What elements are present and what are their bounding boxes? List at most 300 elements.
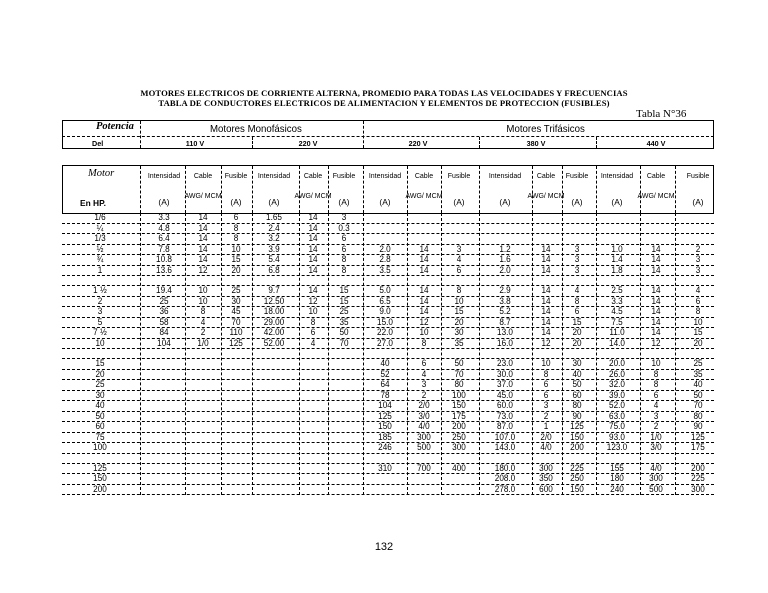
column-unit: AWG/ MCM [527, 193, 565, 200]
value-cell: 600 [539, 483, 553, 495]
value-cell: 143.0 [494, 442, 516, 453]
value-cell: 16.0 [497, 337, 513, 349]
column-unit: (A) [230, 197, 242, 207]
value-cell: 107.0 [494, 431, 516, 443]
value-cell: 10 [308, 306, 318, 317]
value-cell: 6 [653, 389, 659, 401]
value-cell: 2/0 [418, 400, 430, 411]
column-name: Fusible [332, 173, 356, 180]
value-cell: 52.00 [263, 337, 285, 349]
header-column-separator [675, 166, 676, 213]
header-column-separator [441, 166, 442, 213]
value-cell: 8 [574, 295, 580, 307]
value-cell: 110 [229, 327, 243, 338]
value-cell: 30 [231, 295, 241, 307]
body-column-separator [328, 213, 329, 495]
column-unit: (A) [158, 197, 170, 207]
value-cell: 3 [543, 400, 549, 411]
data-table [62, 213, 714, 495]
value-cell: 14 [651, 285, 661, 296]
value-cell: 175 [452, 410, 466, 422]
column-unit: (A) [338, 197, 350, 207]
value-cell: 6 [543, 389, 549, 401]
body-column-separator [562, 213, 563, 495]
value-cell: 4 [310, 337, 316, 349]
table-row [62, 266, 714, 277]
value-cell: 64 [380, 379, 390, 390]
value-cell: 14 [651, 264, 661, 276]
value-cell: 14 [419, 254, 429, 265]
value-cell: 10 [198, 295, 208, 307]
value-cell: 8 [341, 254, 347, 265]
value-cell: 2.0 [499, 264, 511, 276]
value-cell: 4/0 [650, 462, 662, 474]
value-cell: 27.0 [377, 337, 393, 349]
value-cell: 8 [233, 233, 239, 244]
value-cell: 80 [693, 410, 703, 422]
hp-cell: 100 [93, 442, 107, 453]
value-cell: 93.0 [609, 431, 625, 443]
value-cell: 63.0 [609, 410, 625, 422]
value-cell: 15 [572, 316, 582, 328]
value-cell: 40 [693, 379, 703, 390]
value-cell: 3 [695, 254, 701, 265]
body-column-separator [221, 213, 222, 495]
value-cell: 90 [693, 421, 703, 432]
value-cell: 60.0 [497, 400, 513, 411]
hp-cell: ¾ [96, 254, 104, 265]
hp-cell: ¼ [96, 222, 104, 234]
value-cell: 310 [378, 462, 392, 474]
value-cell: 180.0 [494, 462, 516, 474]
value-cell: 6.5 [379, 295, 391, 307]
value-cell: 10.8 [156, 254, 172, 265]
value-cell: 14 [198, 254, 208, 265]
value-cell: 6 [543, 379, 549, 390]
table-row [62, 339, 714, 350]
value-cell: 3/0 [418, 410, 430, 422]
value-cell: 180 [610, 473, 624, 484]
voltage-220-mono: 220 V [298, 139, 318, 148]
value-cell: 14 [541, 306, 551, 317]
title-line-2: TABLA DE CONDUCTORES ELECTRICOS DE ALIMENTACION Y ELEMENTOS DE PROTECCION (FUSIBLES) [158, 98, 610, 108]
value-cell: 78 [380, 389, 390, 401]
value-cell: 10 [231, 243, 241, 255]
hp-cell: 1/3 [94, 233, 106, 244]
hp-cell: 20 [95, 368, 105, 380]
value-cell: 2 [421, 389, 427, 401]
value-cell: 20 [454, 316, 464, 328]
value-cell: 200 [570, 442, 584, 453]
column-name: Intensidad [147, 173, 181, 180]
table-row [62, 485, 714, 496]
body-column-separator [299, 213, 300, 495]
header-divider [62, 136, 714, 137]
header-column-separator [140, 166, 141, 213]
tri-header: Motores Trifásicos [506, 123, 585, 135]
column-unit: (A) [611, 197, 623, 207]
value-cell: 100 [452, 389, 466, 401]
value-cell: 12 [308, 295, 318, 307]
value-cell: 125 [229, 337, 243, 349]
value-cell: 12 [651, 337, 661, 349]
value-cell: 14 [541, 264, 551, 276]
column-name: Fusible [686, 173, 710, 180]
del-label: Del [92, 139, 104, 148]
value-cell: 20 [693, 337, 703, 349]
value-cell: 2/0 [540, 431, 552, 443]
value-cell: 42.00 [263, 327, 285, 338]
value-cell: 1/0 [197, 337, 209, 349]
value-cell: 2.8 [379, 254, 391, 265]
column-unit: (A) [268, 197, 280, 207]
value-cell: 3 [695, 264, 701, 276]
value-cell: 15 [339, 285, 349, 296]
value-cell: 3 [574, 264, 580, 276]
value-cell: 250 [570, 473, 584, 484]
value-cell: 36 [159, 306, 169, 317]
column-name: Fusible [565, 173, 589, 180]
value-cell: 14 [308, 243, 318, 255]
value-cell: 4 [421, 368, 427, 380]
value-cell: 125 [378, 410, 392, 422]
value-cell: 26.0 [609, 368, 625, 380]
value-cell: 14 [198, 243, 208, 255]
value-cell: 8.7 [499, 316, 511, 328]
value-cell: 90 [572, 410, 582, 422]
hp-cell: 150 [93, 473, 107, 484]
column-name: Cable [646, 173, 666, 180]
value-cell: 12 [541, 337, 551, 349]
value-cell: 25 [693, 358, 703, 369]
header-column-separator [252, 166, 253, 213]
hp-cell: 60 [95, 421, 105, 432]
value-cell: 300 [452, 442, 466, 453]
value-cell: 25 [339, 306, 349, 317]
value-cell: 29.00 [263, 316, 285, 328]
hp-cell: 200 [93, 483, 107, 495]
value-cell: 14 [541, 285, 551, 296]
column-name: Fusible [224, 173, 248, 180]
header-column-separator [185, 166, 186, 213]
value-cell: 4/0 [540, 442, 552, 453]
value-cell: 2.0 [379, 243, 391, 255]
hp-cell: 2 [97, 295, 103, 307]
value-cell: 6 [310, 327, 316, 338]
value-cell: 14 [651, 254, 661, 265]
value-cell: 32.0 [609, 379, 625, 390]
value-cell: 9.7 [268, 285, 280, 296]
value-cell: 14 [651, 295, 661, 307]
value-cell: 15 [339, 295, 349, 307]
value-cell: 400 [452, 462, 466, 474]
value-cell: 12 [419, 316, 429, 328]
hp-cell: 1 ½ [93, 285, 107, 296]
value-cell: 150 [570, 483, 584, 495]
header-vline [252, 137, 253, 148]
hp-cell: 40 [95, 400, 105, 411]
value-cell: 3.3 [611, 295, 623, 307]
value-cell: 23.0 [497, 358, 513, 369]
column-unit: (A) [571, 197, 583, 207]
hp-cell: 3 [97, 306, 103, 317]
value-cell: 84 [159, 327, 169, 338]
header-column-separator [407, 166, 408, 213]
value-cell: 1.8 [611, 264, 623, 276]
value-cell: 6 [574, 306, 580, 317]
hp-cell: ½ [96, 243, 104, 255]
value-cell: 175 [691, 442, 705, 453]
value-cell: 14 [198, 222, 208, 234]
value-cell: 9.0 [379, 306, 391, 317]
voltage-440: 440 V [646, 139, 666, 148]
value-cell: 1/0 [650, 431, 662, 443]
value-cell: 14 [419, 306, 429, 317]
value-cell: 25 [231, 285, 241, 296]
value-cell: 14 [541, 243, 551, 255]
header-column-separator [221, 166, 222, 213]
value-cell: 20 [572, 327, 582, 338]
hp-cell: 125 [93, 462, 107, 474]
potencia-label: Potencia [96, 121, 134, 132]
value-cell: 52.0 [609, 400, 625, 411]
value-cell: 1.2 [499, 243, 511, 255]
value-cell: 15.0 [377, 316, 393, 328]
value-cell: 1.0 [611, 243, 623, 255]
header-vline [596, 137, 597, 148]
column-unit: (A) [499, 197, 511, 207]
value-cell: 50 [454, 358, 464, 369]
value-cell: 0.3 [338, 222, 350, 234]
value-cell: 80 [572, 400, 582, 411]
value-cell: 2 [543, 410, 549, 422]
value-cell: 123.0 [606, 442, 628, 453]
value-cell: 200 [691, 462, 705, 474]
value-cell: 4 [695, 285, 701, 296]
column-name: Intensidad [488, 173, 522, 180]
value-cell: 5.0 [379, 285, 391, 296]
body-column-separator [363, 213, 364, 495]
value-cell: 200 [452, 421, 466, 432]
value-cell: 6 [341, 243, 347, 255]
value-cell: 14 [541, 316, 551, 328]
value-cell: 14 [419, 285, 429, 296]
value-cell: 8 [695, 306, 701, 317]
value-cell: 104 [378, 400, 392, 411]
value-cell: 39.0 [609, 389, 625, 401]
value-cell: 14 [541, 295, 551, 307]
body-column-separator [407, 213, 408, 495]
value-cell: 75.0 [609, 421, 625, 432]
value-cell: 4 [200, 316, 206, 328]
value-cell: 246 [378, 442, 392, 453]
value-cell: 6 [233, 212, 239, 223]
value-cell: 500 [649, 483, 663, 495]
column-name: Intensidad [600, 173, 634, 180]
value-cell: 14 [308, 254, 318, 265]
body-column-separator [675, 213, 676, 495]
column-name: Cable [303, 173, 323, 180]
value-cell: 3.2 [268, 233, 280, 244]
value-cell: 10 [651, 358, 661, 369]
value-cell: 8 [543, 368, 549, 380]
value-cell: 8 [653, 368, 659, 380]
value-cell: 10 [419, 327, 429, 338]
value-cell: 19.4 [156, 285, 172, 296]
motor-label: Motor [88, 168, 115, 179]
value-cell: 14 [308, 222, 318, 234]
value-cell: 3 [574, 254, 580, 265]
hp-cell: 50 [95, 410, 105, 422]
voltage-380: 380 V [526, 139, 546, 148]
header-column-separator [640, 166, 641, 213]
header-column-separator [363, 166, 364, 213]
value-cell: 22.0 [377, 327, 393, 338]
value-cell: 35 [454, 337, 464, 349]
header-vline [479, 137, 480, 148]
value-cell: 4/0 [418, 421, 430, 432]
value-cell: 4.8 [158, 222, 170, 234]
hp-cell: 5 [97, 316, 103, 328]
value-cell: 50 [693, 389, 703, 401]
value-cell: 60 [572, 389, 582, 401]
header-column-separator [562, 166, 563, 213]
value-cell: 15 [454, 306, 464, 317]
value-cell: 150 [378, 421, 392, 432]
value-cell: 80 [454, 379, 464, 390]
value-cell: 1.4 [611, 254, 623, 265]
value-cell: 14 [198, 212, 208, 223]
value-cell: 6.8 [268, 264, 280, 276]
value-cell: 14 [419, 264, 429, 276]
value-cell: 2 [653, 421, 659, 432]
value-cell: 14 [651, 327, 661, 338]
column-unit: AWG/ MCM [405, 193, 443, 200]
value-cell: 225 [570, 462, 584, 474]
value-cell: 225 [691, 473, 705, 484]
value-cell: 6 [456, 264, 462, 276]
value-cell: 8 [233, 222, 239, 234]
value-cell: 7.5 [611, 316, 623, 328]
header-vline [363, 121, 364, 148]
value-cell: 3/0 [650, 442, 662, 453]
value-cell: 250 [452, 431, 466, 443]
title-line-1: MOTORES ELECTRICOS DE CORRIENTE ALTERNA, PROMEDIO PARA TODAS LAS VELOCIDADES Y FRECUENCIAS [140, 88, 628, 98]
value-cell: 14 [541, 327, 551, 338]
value-cell: 14 [541, 254, 551, 265]
value-cell: 5.4 [268, 254, 280, 265]
header-column-separator [299, 166, 300, 213]
value-cell: 70 [454, 368, 464, 380]
value-cell: 50 [339, 327, 349, 338]
value-cell: 500 [417, 442, 431, 453]
value-cell: 73.0 [497, 410, 513, 422]
header-column-separator [479, 166, 480, 213]
value-cell: 25 [159, 295, 169, 307]
column-unit: AWG/ MCM [294, 193, 332, 200]
page-number: 132 [374, 541, 394, 553]
column-unit: (A) [453, 197, 465, 207]
value-cell: 700 [417, 462, 431, 474]
table-row [62, 443, 714, 454]
value-cell: 14 [419, 243, 429, 255]
value-cell: 3 [421, 379, 427, 390]
hp-cell: 1/6 [94, 212, 106, 223]
value-cell: 8 [200, 306, 206, 317]
mono-header: Motores Monofásicos [209, 123, 302, 135]
value-cell: 12 [198, 264, 208, 276]
value-cell: 2.4 [268, 222, 280, 234]
body-column-separator [640, 213, 641, 495]
body-column-separator [441, 213, 442, 495]
value-cell: 50 [572, 379, 582, 390]
column-name: Cable [414, 173, 434, 180]
value-cell: 1.65 [266, 212, 282, 223]
column-unit: AWG/ MCM [184, 193, 222, 200]
body-column-separator [596, 213, 597, 495]
value-cell: 2 [200, 327, 206, 338]
value-cell: 11.0 [609, 327, 625, 338]
hp-cell: 1 [97, 264, 103, 276]
column-unit: AWG/ MCM [637, 193, 675, 200]
en-hp-label: En HP. [80, 198, 106, 208]
value-cell: 6 [421, 358, 427, 369]
value-cell: 14 [651, 243, 661, 255]
value-cell: 2.5 [611, 285, 623, 296]
value-cell: 3.9 [268, 243, 280, 255]
value-cell: 14 [651, 316, 661, 328]
value-cell: 14 [308, 285, 318, 296]
value-cell: 4 [653, 400, 659, 411]
value-cell: 208.0 [494, 473, 516, 484]
value-cell: 35 [339, 316, 349, 328]
value-cell: 8 [341, 264, 347, 276]
value-cell: 14 [198, 233, 208, 244]
value-cell: 3 [574, 243, 580, 255]
value-cell: 15 [231, 254, 241, 265]
column-name: Fusible [447, 173, 471, 180]
value-cell: 6.4 [158, 233, 170, 244]
value-cell: 104 [157, 337, 171, 349]
value-cell: 300 [649, 473, 663, 484]
value-cell: 1 [543, 421, 549, 432]
value-cell: 350 [539, 473, 553, 484]
value-cell: 30 [454, 327, 464, 338]
value-cell: 14.0 [609, 337, 625, 349]
voltage-110: 110 V [185, 139, 205, 148]
value-cell: 8 [310, 316, 316, 328]
column-name: Intensidad [368, 173, 402, 180]
body-column-separator [185, 213, 186, 495]
hp-cell: 7 ½ [93, 327, 107, 338]
column-name: Cable [193, 173, 213, 180]
value-cell: 10 [541, 358, 551, 369]
value-cell: 45.0 [497, 389, 513, 401]
value-cell: 15 [693, 327, 703, 338]
value-cell: 30 [572, 358, 582, 369]
value-cell: 14 [651, 306, 661, 317]
column-name: Intensidad [257, 173, 291, 180]
value-cell: 3 [456, 243, 462, 255]
value-cell: 300 [691, 483, 705, 495]
value-cell: 2 [695, 243, 701, 255]
value-cell: 8 [456, 285, 462, 296]
body-column-separator [140, 213, 141, 495]
column-unit: (A) [379, 197, 391, 207]
value-cell: 8 [653, 379, 659, 390]
column-name: Cable [536, 173, 556, 180]
value-cell: 4.5 [611, 306, 623, 317]
